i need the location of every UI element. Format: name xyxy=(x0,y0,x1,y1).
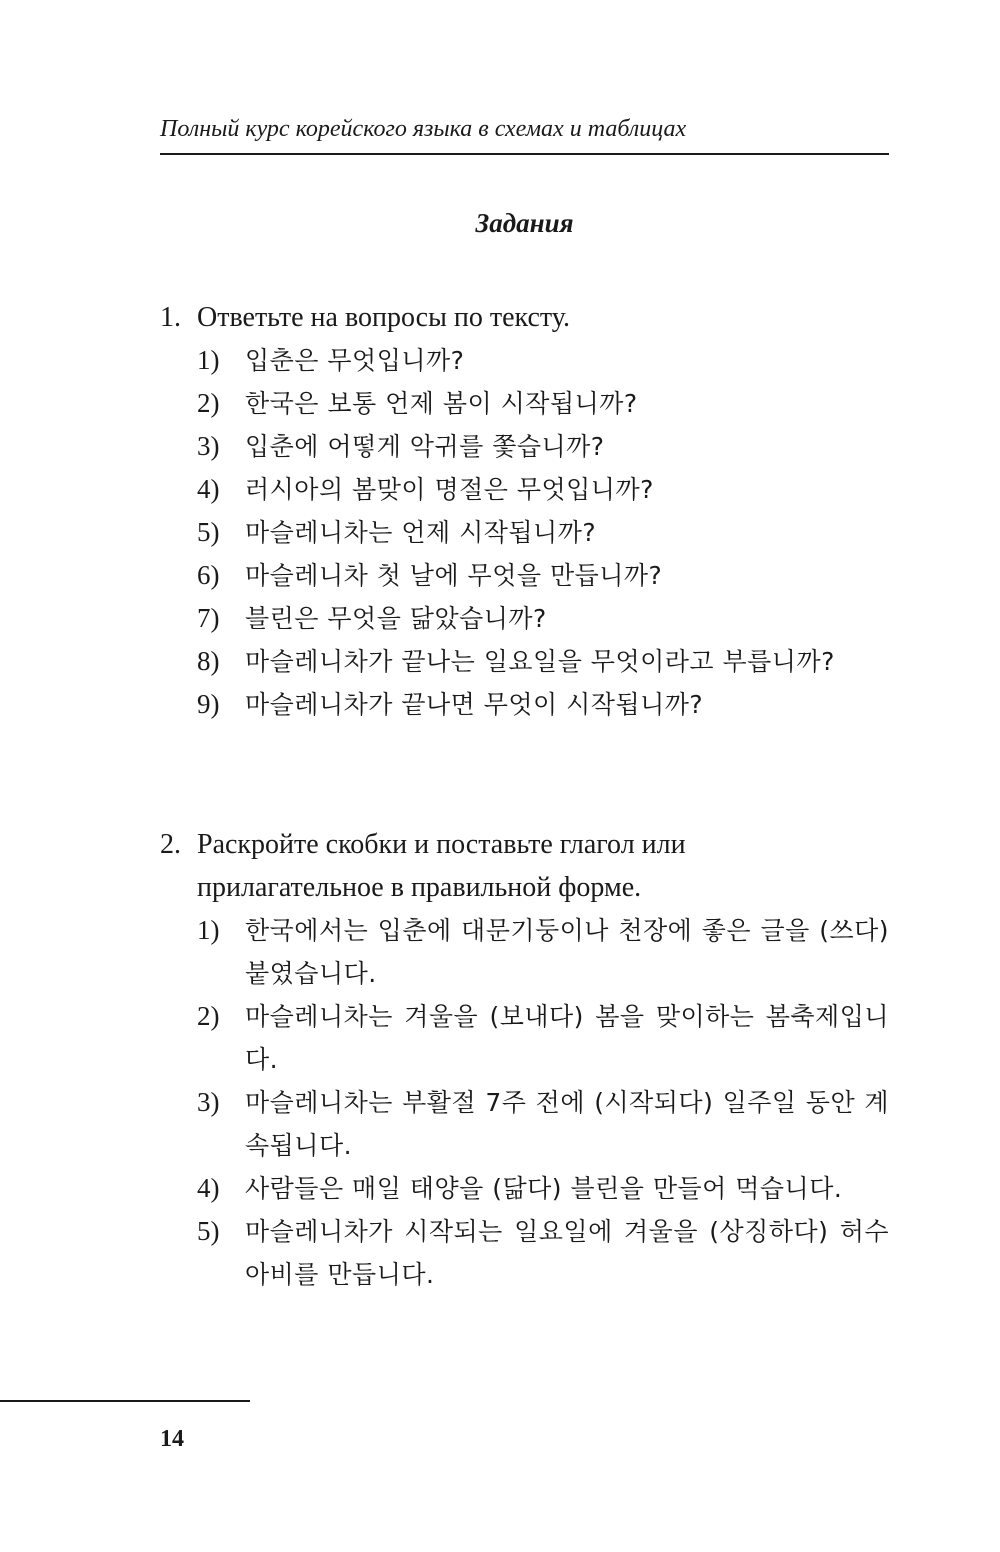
item-number: 2) xyxy=(197,1001,220,1031)
item-number: 5) xyxy=(197,517,220,547)
footer-rule xyxy=(0,1400,250,1402)
item-number: 5) xyxy=(197,1216,220,1246)
item-number: 4) xyxy=(197,1173,220,1203)
task-instruction-line-1: Раскройте скобки и поставьте глагол или xyxy=(197,829,686,860)
task-number: 2. xyxy=(160,829,181,860)
task-1-heading xyxy=(160,296,889,339)
list-item xyxy=(197,597,889,640)
list-item xyxy=(197,1210,889,1296)
list-item xyxy=(197,909,889,995)
item-text: 입춘에 어떻게 악귀를 쫓습니까? xyxy=(245,432,605,461)
item-text: 마슬레니차는 겨울을 (보내다) 봄을 맞이하는 봄축제입니다. xyxy=(245,1002,889,1074)
list-item xyxy=(197,339,889,382)
header-rule xyxy=(160,153,889,155)
item-text: 러시아의 봄맞이 명절은 무엇입니까? xyxy=(245,475,654,504)
list-item xyxy=(197,425,889,468)
task-instruction: Ответьте на вопросы по тексту. xyxy=(197,302,570,333)
item-number: 9) xyxy=(197,689,220,719)
list-item xyxy=(197,382,889,425)
item-number: 7) xyxy=(197,603,220,633)
item-text: 마슬레니차는 부활절 7주 전에 (시작되다) 일주일 동안 계속됩니다. xyxy=(245,1088,889,1160)
item-text: 마슬레니차 첫 날에 무엇을 만듭니까? xyxy=(245,561,663,590)
list-item xyxy=(197,468,889,511)
item-text: 사람들은 매일 태양을 (닮다) 블린을 만들어 먹습니다. xyxy=(245,1174,843,1203)
item-text: 한국은 보통 언제 봄이 시작됩니까? xyxy=(245,389,638,418)
item-number: 4) xyxy=(197,474,220,504)
list-item xyxy=(197,554,889,597)
task-2-exercises xyxy=(197,909,889,1296)
item-text: 마슬레니차는 언제 시작됩니까? xyxy=(245,518,597,547)
item-number: 1) xyxy=(197,915,220,945)
running-header: Полный курс корейского языка в схемах и таблицах xyxy=(160,116,687,142)
list-item xyxy=(197,995,889,1081)
item-number: 3) xyxy=(197,1087,220,1117)
task-1-questions xyxy=(197,339,889,726)
list-item xyxy=(197,1167,889,1210)
item-number: 1) xyxy=(197,345,220,375)
item-number: 6) xyxy=(197,560,220,590)
section-title: Задания xyxy=(475,208,574,238)
list-item xyxy=(197,640,889,683)
item-text: 한국에서는 입춘에 대문기둥이나 천장에 좋은 글을 (쓰다) 붙였습니다. xyxy=(245,916,889,988)
task-instruction-line-2: прилагательное в правильной форме. xyxy=(197,872,642,903)
item-text: 마슬레니차가 끝나는 일요일을 무엇이라고 부릅니까? xyxy=(245,647,835,676)
item-number: 2) xyxy=(197,388,220,418)
item-text: 마슬레니차가 끝나면 무엇이 시작됩니까? xyxy=(245,690,704,719)
list-item xyxy=(197,683,889,726)
item-text: 마슬레니차가 시작되는 일요일에 겨울을 (상징하다) 허수아비를 만듭니다. xyxy=(245,1217,889,1289)
item-text: 블린은 무엇을 닮았습니까? xyxy=(245,604,547,633)
item-number: 3) xyxy=(197,431,220,461)
list-item xyxy=(197,511,889,554)
task-number: 1. xyxy=(160,302,181,333)
item-number: 8) xyxy=(197,646,220,676)
list-item xyxy=(197,1081,889,1167)
task-2-heading xyxy=(160,823,889,909)
page-number: 14 xyxy=(160,1426,184,1452)
item-text: 입춘은 무엇입니까? xyxy=(245,346,465,375)
